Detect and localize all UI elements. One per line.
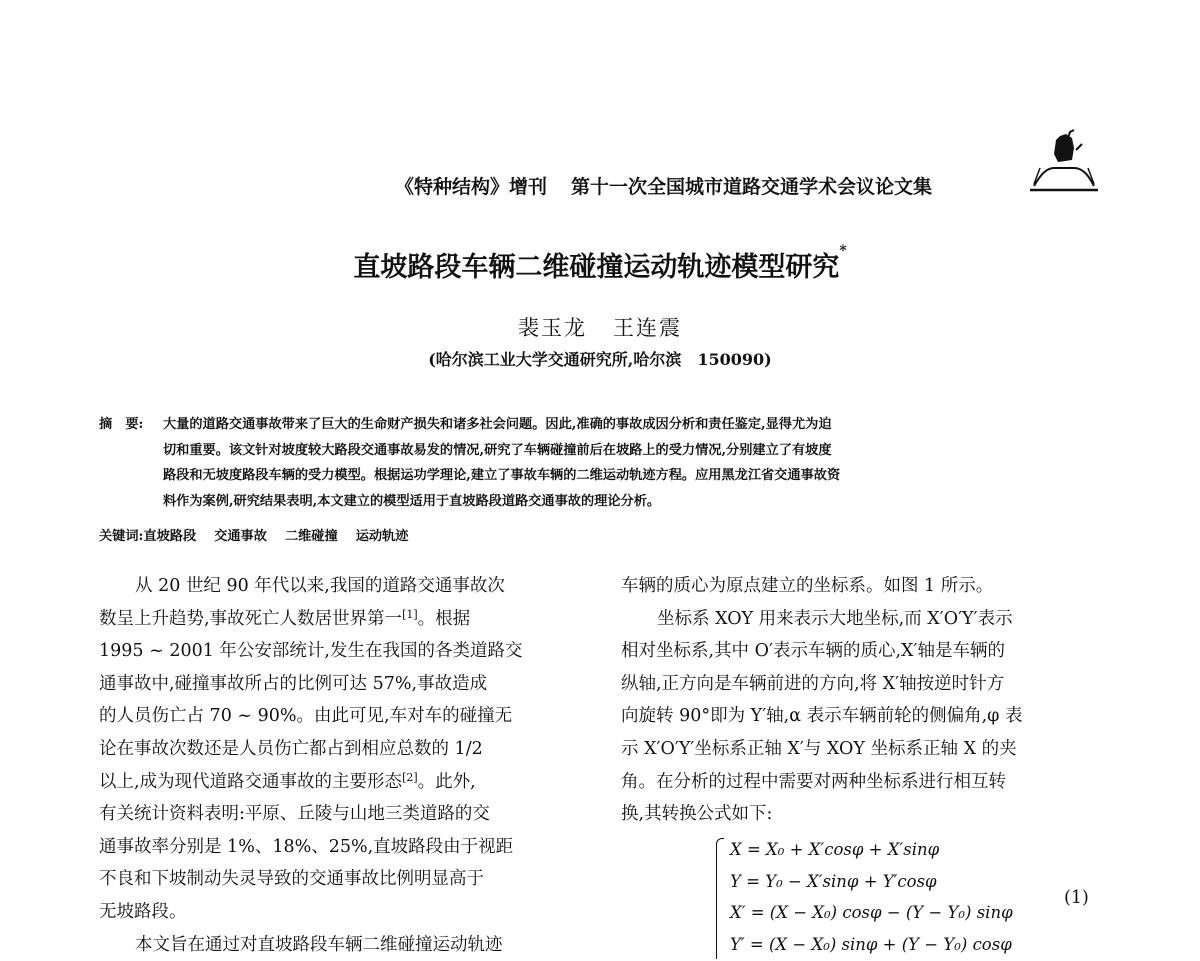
paper-title-text: 直坡路段车辆二维碰撞运动轨迹模型研究 (353, 252, 840, 283)
formula-block (716, 834, 1013, 960)
paper-title (0, 245, 1200, 284)
abstract-label: 摘 要: (99, 417, 144, 432)
body-line (99, 766, 579, 799)
body-line: 纵轴,正方向是车辆前进的方向,将 X′轴按逆时针方 (621, 673, 1005, 694)
keyword: 运动轨迹 (355, 529, 409, 544)
body-text: 。根据 (417, 608, 471, 629)
affiliation: (哈尔滨工业大学交通研究所,哈尔滨 150090) (428, 350, 772, 369)
journal-header (395, 172, 932, 199)
abstract-line: 大量的道路交通事故带来了巨大的生命财产损失和诸多社会问题。因此,准确的事故成因分析和责任鉴定,显得尤为迫 (163, 417, 832, 432)
body-right-column (621, 570, 1103, 831)
body-line (99, 603, 579, 636)
body-line: 本文旨在通过对直坡路段车辆二维碰撞运动轨迹 (135, 934, 503, 955)
abstract-line: 切和重要。该文针对坡度较大路段交通事故易发的情况,研究了车辆碰撞前后在坡路上的受力情况,分别建立了有坡度 (163, 442, 832, 458)
body-left-column (99, 570, 579, 961)
journal-name: 《特种结构》增刊 (395, 176, 548, 198)
abstract-line: 路段和无坡度路段车辆的受力模型。根据运功学理论,建立了事故车辆的二维运动轨迹方程。应用黑龙江省交通事故资 (163, 468, 841, 483)
citation-ref: [2] (402, 770, 418, 784)
keyword: 直坡路段 (143, 529, 197, 544)
body-text: 以上,成为现代道路交通事故的主要形态 (99, 771, 403, 792)
citation-ref: [1] (402, 607, 418, 621)
body-line: 车辆的质心为原点建立的坐标系。如图 1 所示。 (621, 576, 994, 596)
body-line: 的人员伤亡占 70 ~ 90%。由此可见,车对车的碰撞无 (99, 706, 513, 727)
body-text: 数呈上升趋势,事故死亡人数居世界第一 (99, 608, 403, 629)
keyword: 交通事故 (214, 529, 267, 544)
keywords-label: 关键词: (99, 529, 144, 544)
proceedings-name: 第十一次全国城市道路交通学术会议论文集 (571, 176, 933, 198)
author-name: 裴玉龙 (518, 316, 587, 340)
body-line: 从 20 世纪 90 年代以来,我国的道路交通事故次 (135, 576, 505, 596)
body-line: 坐标系 XOY 用来表示大地坐标,而 X′O′Y′表示 (657, 608, 1013, 629)
body-line: 论在事故次数还是人员伤亡都占到相应总数的 1/2 (99, 738, 483, 759)
body-text: 。此外, (417, 771, 476, 792)
body-line: 不良和下坡制动失灵导致的交通事故比例明显高于 (99, 869, 484, 890)
authors (0, 312, 1200, 342)
body-line: 角。在分析的过程中需要对两种坐标系进行相互转 (621, 771, 1006, 792)
equation-line: X = X₀ + X′cosφ + X′sinφ (730, 840, 940, 859)
abstract (99, 412, 1102, 514)
body-line: 示 X′O′Y′坐标系正轴 X′与 XOY 坐标系正轴 X 的夹 (621, 738, 1017, 759)
body-line: 向旋转 90°即为 Y′轴,α 表示车辆前轮的侧偏角,φ 表 (621, 706, 1023, 727)
body-line: 通事故率分别是 1%、18%、25%,直坡路段由于视距 (99, 836, 514, 857)
body-line: 相对坐标系,其中 O′表示车辆的质心,X′轴是车辆的 (621, 641, 1005, 662)
body-line: 换,其转换公式如下: (621, 804, 773, 825)
body-line: 1995 ~ 2001 年公安部统计,发生在我国的各类道路交 (99, 641, 523, 662)
body-line: 有关统计资料表明:平原、丘陵与山地三类道路的交 (99, 804, 490, 825)
equation-number: (1) (1064, 888, 1089, 908)
equation-line: Y = Y₀ − X′sinφ + Y′cosφ (730, 871, 937, 891)
body-line: 无坡路段。 (99, 901, 187, 922)
author-name: 王连震 (613, 316, 682, 340)
title-footnote-mark: * (839, 243, 847, 259)
abstract-line: 料作为案例,研究结果表明,本文建立的模型适用于直坡路段道路交通事故的理论分析。 (163, 493, 661, 509)
body-line: 通事故中,碰撞事故所占的比例可达 57%,事故造成 (99, 673, 488, 694)
equation-line: X′ = (X − X₀) cosφ − (Y − Y₀) sinφ (730, 903, 1013, 922)
left-brace (716, 838, 724, 959)
keyword: 二维碰撞 (284, 529, 338, 544)
keywords (99, 525, 408, 544)
publisher-logo-icon (1028, 128, 1100, 202)
equation-line: Y′ = (X − X₀) sinφ + (Y − Y₀) cosφ (730, 934, 1012, 954)
